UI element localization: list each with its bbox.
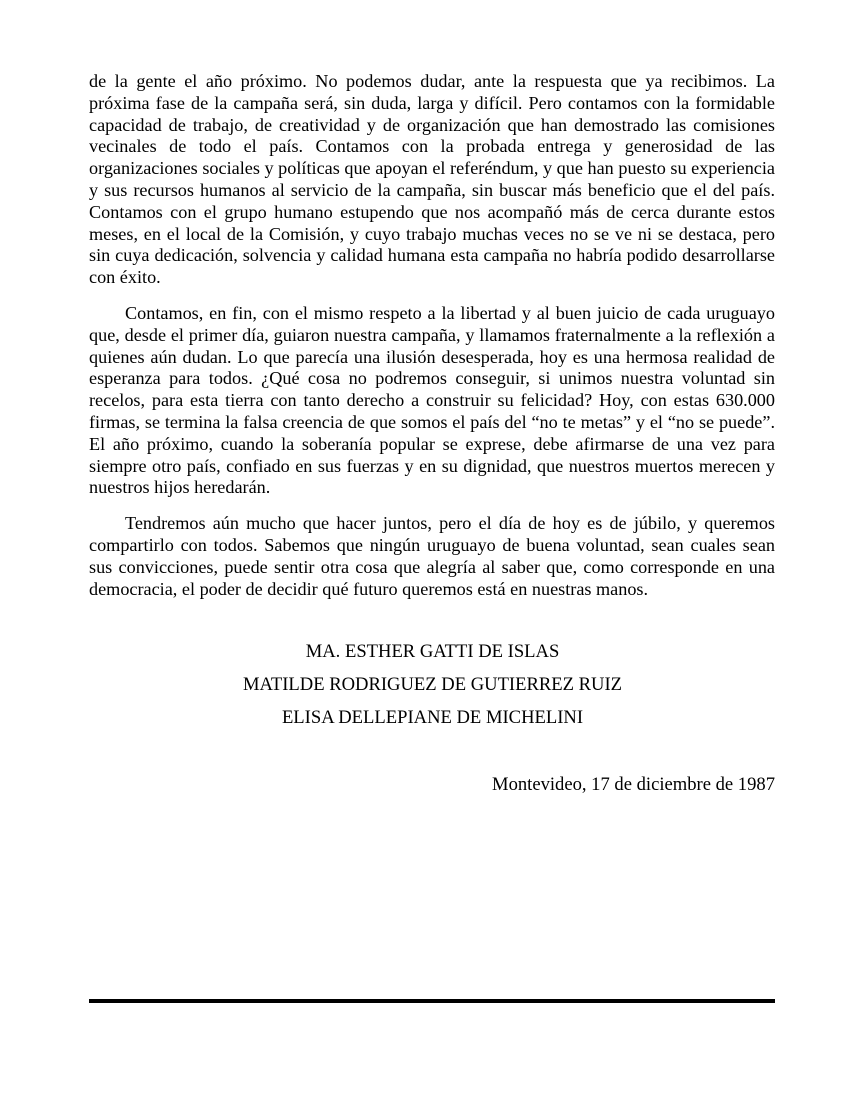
paragraph-2: Contamos, en fin, con el mismo respeto a la libertad y al buen juicio de cada uruguayo que, desde el primer día, guiaron nuestra campaña, y llamamos fraternalmente a la reflexión a quienes aún dudan. Lo que parecía una ilusión desesperada, hoy es una hermosa realidad de esperanza para todos. ¿Qué cosa no podremos conseguir, si unimos nuestra voluntad sin recelos, para esta tierra con tanto derecho a construir su felicidad? Hoy, con estas 630.000 firmas, se termina la falsa creencia de que somos el país del “no te metas” y el “no se puede”. El año próximo, cuando la soberanía popular se exprese, debe afirmarse de una vez para siempre otro país, confiado en sus fuerzas y en su dignidad, que nuestros muertos merecen y nuestros hijos heredarán. <box>89 302 775 498</box>
bottom-rule <box>89 999 775 1003</box>
paragraph-3: Tendremos aún mucho que hacer juntos, pero el día de hoy es de júbilo, y queremos compartirlo con todos. Sabemos que ningún uruguayo de buena voluntad, sean cuales sean sus convicciones, puede sentir otra cosa que alegría al saber que, como corresponde en una democracia, el poder de decidir qué futuro queremos está en nuestras manos. <box>89 513 775 599</box>
signatory-1: MA. ESTHER GATTI DE ISLAS <box>305 641 560 662</box>
place-and-date: Montevideo, 17 de diciembre de 1987 <box>492 774 775 795</box>
document-body <box>89 71 775 600</box>
paragraph-1: de la gente el año próximo. No podemos dudar, ante la respuesta que ya recibimos. La próxima fase de la campaña será, sin duda, larga y difícil. Pero contamos con la formidable capacidad de trabajo, de creatividad y de organización que han demostrado las comisiones vecinales de todo el país. Contamos con la probada entrega y generosidad de las organizaciones sociales y políticas que apoyan el referéndum, y que han puesto su experiencia y sus recursos humanos al servicio de la campaña, sin buscar más beneficio que el del país. Contamos con el grupo humano estupendo que nos acompañó más de cerca durante estos meses, en el local de la Comisión, y cuyo trabajo muchas veces no se ve ni se destaca, pero sin cuya dedicación, solvencia y calidad humana esta campaña no habría podido desarrollarse con éxito. <box>89 71 775 288</box>
signature-block <box>0 642 865 741</box>
signatory-2: MATILDE RODRIGUEZ DE GUTIERREZ RUIZ <box>242 674 623 695</box>
signatory-3: ELISA DELLEPIANE DE MICHELINI <box>281 707 584 728</box>
